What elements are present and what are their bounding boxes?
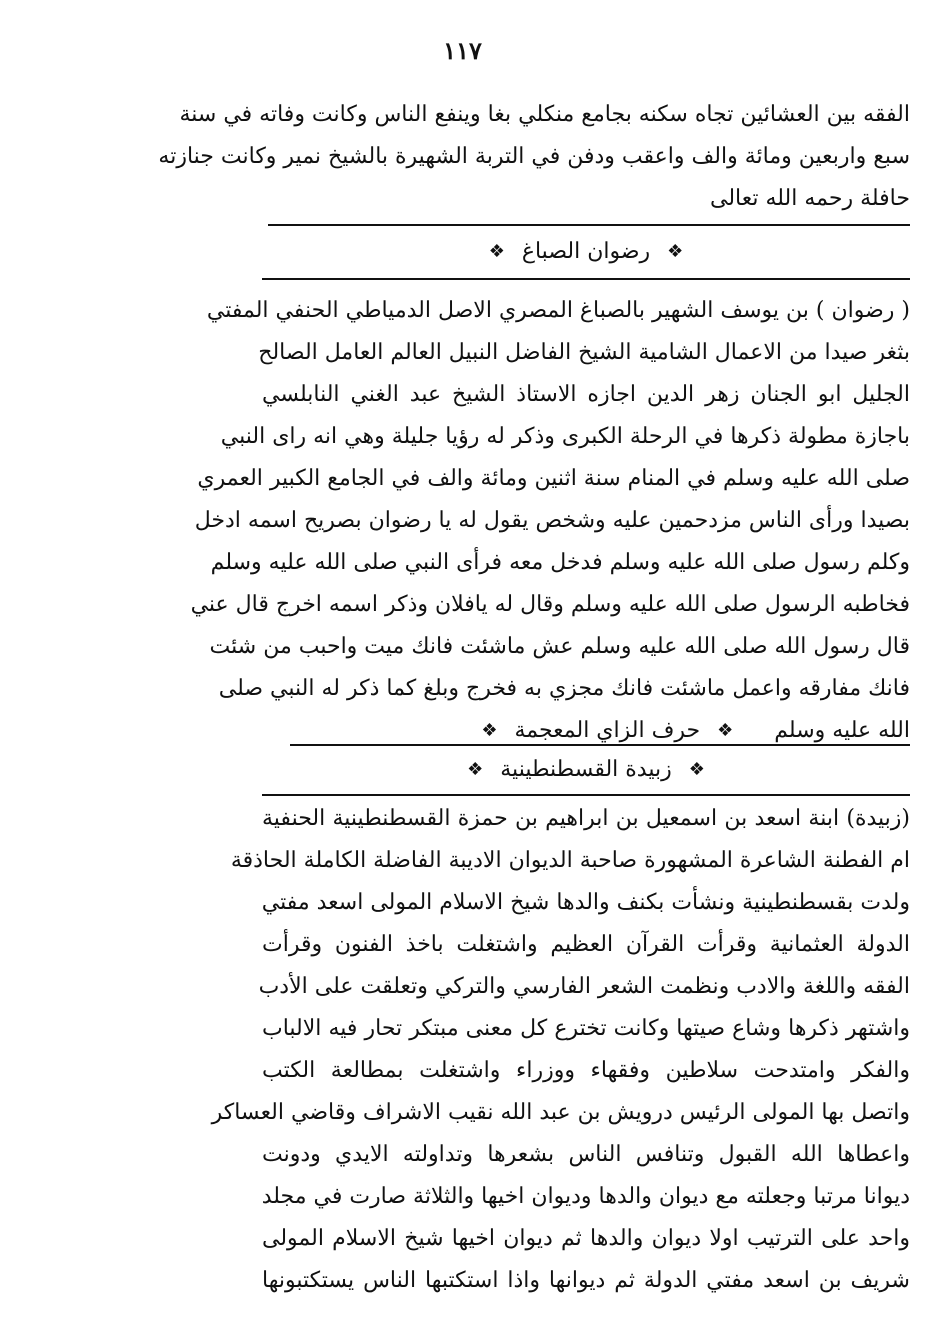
intro-line: حافلة رحمه الله تعالى	[710, 186, 910, 211]
body-line: شريف بن اسعد مفتي الدولة ثم ديوانها واذا استكتبها الناس يستكتبونها	[262, 1268, 910, 1293]
ornament-icon: ❖	[467, 759, 484, 780]
body-line: بثغر صيدا من الاعمال الشامية الشيخ الفاضل النبيل العالم العامل الصالح	[258, 340, 910, 365]
section-heading-zubayda	[262, 750, 910, 790]
body-line: وكلم رسول صلى الله عليه وسلم فدخل معه فرأى النبي صلى الله عليه وسلم	[210, 550, 910, 575]
body-line: واتصل بها المولى الرئيس درويش بن عبد الله نقيب الاشراف وقاضي العساكر	[211, 1100, 910, 1125]
body-line: فخاطبه الرسول صلى الله عليه وسلم وقال له يافلان وذكر اسمه اخرج قال عني	[190, 592, 910, 617]
divider-rule	[262, 794, 910, 796]
zubayda-biography	[211, 798, 910, 1302]
ornament-icon: ❖	[688, 759, 705, 780]
chapter-title: حرف الزاي المعجمة	[514, 718, 701, 743]
divider-rule	[268, 224, 910, 226]
body-line: ولدت بقسطنطينية ونشأت بكنف والدها شيخ الاسلام المولى اسعد مفتي	[261, 890, 910, 915]
body-line: قال رسول الله صلى الله عليه وسلم عش ماشئت فانك ميت واحبب من شئت	[209, 634, 910, 659]
body-line: (زبيدة) ابنة اسعد بن اسمعيل بن ابراهيم بن حمزة القسطنطينية الحنفية	[262, 806, 910, 831]
body-line: الفقه واللغة والادب ونظمت الشعر الفارسي والتركي وتعلقت على الأدب	[258, 974, 910, 999]
body-line: ديوانا مرتبا وجعلته مع ديوان والدها وديوان اخيها والثلاثة صارت في مجلد	[261, 1184, 910, 1209]
section-heading-ridwan	[262, 232, 910, 272]
body-line: فانك مفارقه واعمل ماشئت فانك مجزي به فخرج وبلغ كما ذكر له النبي صلى	[218, 676, 910, 701]
body-line: صلى الله عليه وسلم في المنام سنة اثنين ومائة والف في الجامع الكبير العمري	[197, 466, 910, 491]
body-line: باجازة مطولة ذكرها في الرحلة الكبرى وذكر له رؤيا جليلة وهي انه راى النبي	[220, 424, 910, 449]
ornament-icon: ❖	[481, 720, 498, 741]
body-line: واحد على الترتيب اولا ديوان والدها ثم ديوان اخيها شيخ الاسلام المولى	[262, 1226, 910, 1251]
divider-rule	[290, 744, 910, 746]
section-title: رضوان الصباغ	[521, 239, 651, 264]
ornament-icon: ❖	[717, 720, 734, 741]
ornament-icon: ❖	[667, 241, 684, 262]
page-number: ١١٧	[443, 36, 482, 65]
body-line: واشتهر ذكرها وشاع صيتها وكانت تخترع كل معنى مبتكر تحار فيه الالباب	[262, 1016, 910, 1041]
ridwan-biography	[190, 290, 910, 752]
body-line: الجليل ابو الجنان زهر الدين اجازه الاستاذ الشيخ عبد الغني النابلسي	[262, 382, 910, 407]
intro-paragraph	[158, 94, 910, 220]
body-line-end: الله عليه وسلم	[774, 718, 910, 743]
body-line: والفكر وامتدحت سلاطين وفقهاء ووزراء واشتغلت بمطالعة الكتب	[262, 1058, 910, 1083]
body-line: ( رضوان ) بن يوسف الشهير بالصباغ المصري الاصل الدمياطي الحنفي المفتي	[206, 298, 910, 323]
body-line: واعطاها الله القبول وتنافس الناس بشعرها وتداولته الايدي ودونت	[262, 1142, 910, 1167]
body-line: ام الفطنة الشاعرة المشهورة صاحبة الديوان الاديبة الفاضلة الكاملة الحاذقة	[230, 848, 910, 873]
body-line: بصيدا ورأى الناس مزدحمين عليه وشخص يقول له يا رضوان بصريح اسمه ادخل	[194, 508, 910, 533]
intro-line: سبع واربعين ومائة والف واعقب ودفن في التربة الشهيرة بالشيخ نمير وكانت جنازته	[158, 144, 910, 169]
divider-rule	[262, 278, 910, 280]
ornament-icon: ❖	[488, 241, 505, 262]
body-line: الدولة العثمانية وقرأت القرآن العظيم واشتغلت باخذ الفنون وقرأت	[262, 932, 910, 957]
intro-line: الفقه بين العشائين تجاه سكنه بجامع منكلي بغا وينفع الناس وكانت وفاته في سنة	[179, 102, 910, 127]
section-title: زبيدة القسطنطينية	[500, 757, 672, 782]
